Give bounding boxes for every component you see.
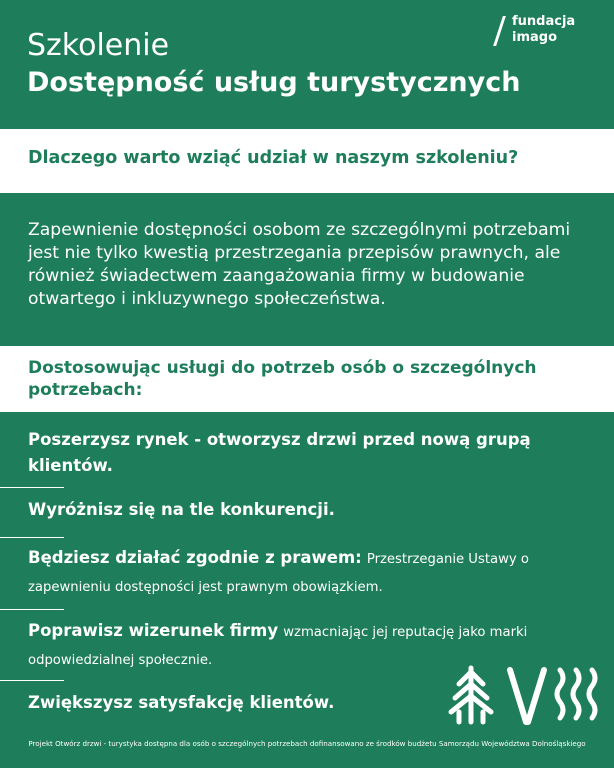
logo-line2: imago: [512, 30, 558, 45]
benefit-lead: Zwiększysz satysfakcję klientów.: [28, 693, 335, 712]
intro-paragraph: Zapewnienie dostępności osobom ze szczególnymi potrzebami jest nie tylko kwestią przestrzegania przepisów prawnych, ale również świadectwem zaangażowania firmy w budowanie otwartego i inkluzywnego społeczeństwa.: [28, 220, 571, 309]
title-small: Szkolenie: [27, 28, 170, 63]
footer-note: Projekt Otwórz drzwi - turystyka dostępna dla osób o szczególnych potrzebach dofinansowano ze środków budżetu Samorządu Województwa Dolnośląskiego: [28, 739, 586, 748]
divider: [0, 537, 64, 538]
benefit-detail: Przestrzeganie Ustawy o zapewnieniu dostępności jest prawnym obowiązkiem.: [28, 552, 529, 595]
benefit-lead: Wyróżnisz się na tle konkurencji.: [28, 500, 335, 519]
benefit-lead: Poprawisz wizerunek firmy: [28, 621, 279, 640]
benefit-item: [28, 427, 603, 479]
wheelchair-legs-icon: [510, 670, 544, 722]
tree-icon: [451, 668, 491, 722]
benefit-lead: Będziesz działać zgodnie z prawem:: [28, 548, 362, 567]
benefit-item: [28, 545, 603, 601]
decorative-icons: [444, 662, 604, 728]
divider: [0, 609, 64, 610]
logo-line1: fundacja: [512, 14, 576, 29]
logo-slash-mark: [493, 16, 506, 46]
page-title: Dostępność usług turystycznych: [27, 67, 521, 98]
divider: [0, 487, 64, 488]
benefit-detail: wzmacniając jej reputację jako marki odpowiedzialnej społecznie.: [28, 625, 528, 668]
subheading: Dostosowując usługi do potrzeb osób o szczególnych potrzebach:: [28, 358, 537, 400]
question-heading: Dlaczego warto wziąć udział w naszym szkoleniu?: [28, 148, 519, 168]
benefit-lead: Poszerzysz rynek - otworzysz drzwi przed nową grupą klientów.: [28, 430, 531, 475]
logo: [512, 14, 575, 46]
divider: [0, 680, 64, 681]
benefit-item: [28, 497, 603, 523]
wave-lines-icon: [557, 670, 595, 718]
